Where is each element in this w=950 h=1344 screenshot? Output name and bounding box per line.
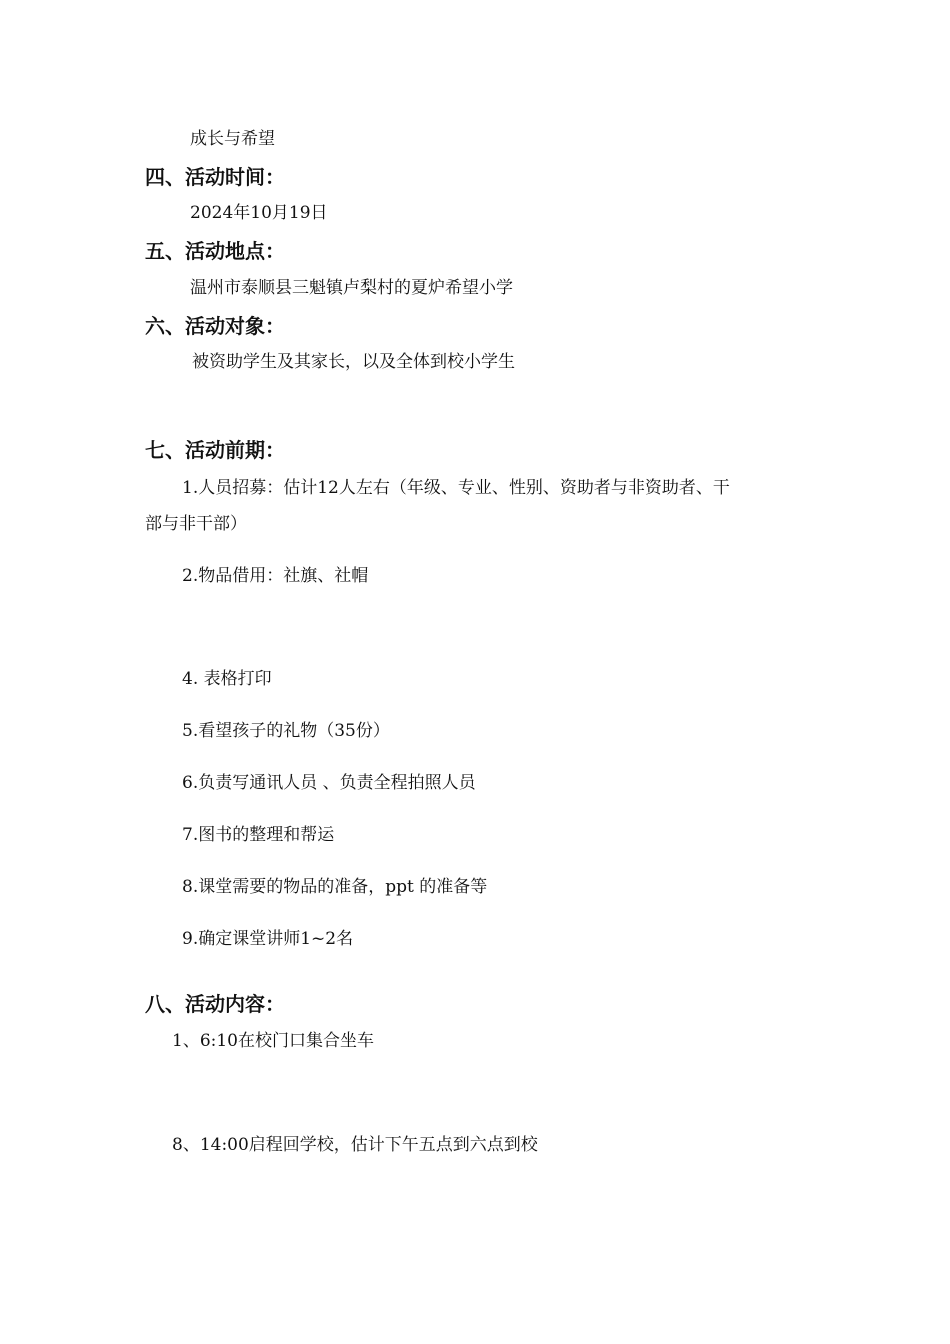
section-time-heading: 四、活动时间： bbox=[145, 165, 285, 189]
preparation-item: 5.看望孩子的礼物（35份） bbox=[182, 721, 390, 741]
preparation-item: 7.图书的整理和帮运 bbox=[182, 825, 335, 845]
section-preparation-heading: 七、活动前期： bbox=[145, 438, 285, 462]
section-location-text: 温州市泰顺县三魁镇卢梨村的夏炉希望小学 bbox=[190, 278, 513, 298]
section-audience-text: 被资助学生及其家长，以及全体到校小学生 bbox=[192, 352, 515, 372]
preparation-item: 4. 表格打印 bbox=[182, 669, 272, 689]
section-location-heading: 五、活动地点： bbox=[145, 239, 285, 263]
preparation-item: 9.确定课堂讲师1~2名 bbox=[182, 929, 354, 949]
section-audience-heading: 六、活动对象： bbox=[145, 314, 285, 338]
preparation-item: 6.负责写通讯人员 、负责全程拍照人员 bbox=[182, 773, 476, 793]
preparation-item: 8.课堂需要的物品的准备，ppt 的准备等 bbox=[182, 877, 488, 897]
section-content-heading: 八、活动内容： bbox=[145, 992, 285, 1016]
preparation-item: 部与非干部） bbox=[145, 514, 247, 534]
content-item: 8、14:00启程回学校，估计下午五点到六点到校 bbox=[172, 1135, 538, 1155]
section-time-text: 2024年10月19日 bbox=[190, 203, 328, 223]
preparation-item: 2.物品借用：社旗、社帽 bbox=[182, 566, 369, 586]
content-item: 1、6:10在校门口集合坐车 bbox=[172, 1031, 374, 1051]
intro-tail-text: 成长与希望 bbox=[190, 129, 275, 149]
preparation-item: 1.人员招募：估计12人左右（年级、专业、性别、资助者与非资助者、干 bbox=[182, 478, 730, 498]
